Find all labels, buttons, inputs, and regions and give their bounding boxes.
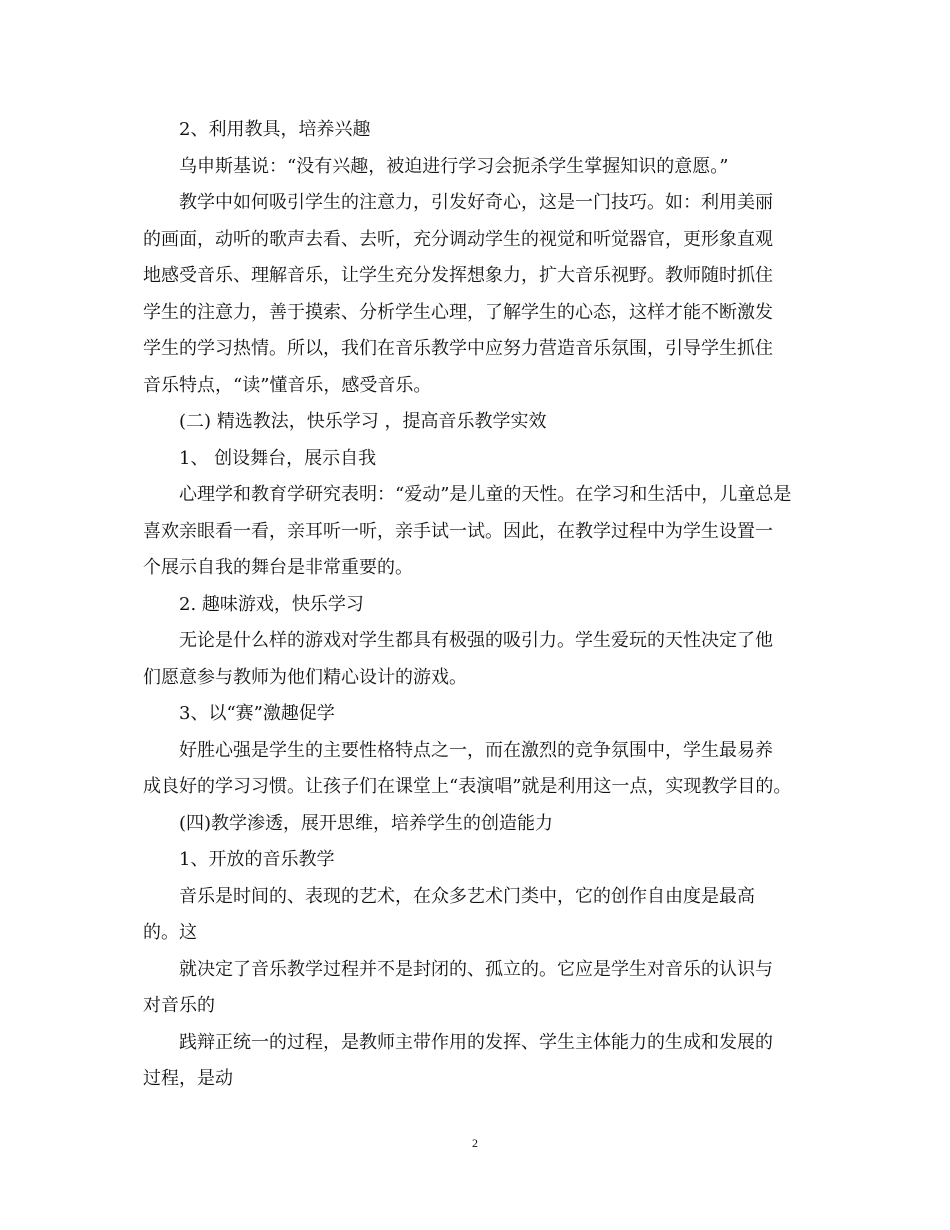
text-line: 地感受音乐、理解音乐，让学生充分发挥想象力，扩大音乐视野。教师随时抓住	[143, 265, 773, 286]
text-line: 的画面，动听的歌声去看、去听，充分调动学生的视觉和听觉器官，更形象直观	[143, 228, 773, 250]
text-line: 们愿意参与教师为他们精心设计的游戏。	[143, 666, 467, 688]
text-line: (二) 精选教法，快乐学习 ，提高音乐教学实效	[179, 411, 547, 432]
text-line: 无论是什么样的游戏对学生都具有极强的吸引力。学生爱玩的天性决定了他	[179, 630, 773, 651]
text-line: 就决定了音乐教学过程并不是封闭的、孤立的。它应是学生对音乐的认识与	[179, 958, 773, 980]
text-line: 音乐特点，“读”懂音乐，感受音乐。	[143, 374, 432, 396]
text-line: 乌申斯基说：“没有兴趣，被迫进行学习会扼杀学生掌握知识的意愿。”	[179, 155, 729, 177]
text-line: 心理学和教育学研究表明：“爱动”是儿童的天性。在学习和生活中，儿童总是	[179, 484, 792, 505]
text-line: 学生的注意力，善于摸索、分析学生心理，了解学生的心态，这样才能不断激发	[143, 301, 773, 323]
text-line: 喜欢亲眼看一看，亲耳听一听，亲手试一试。因此，在教学过程中为学生设置一	[143, 520, 773, 542]
text-line: 践辩正统一的过程，是教师主带作用的发挥、学生主体能力的生成和发展的	[179, 1031, 773, 1053]
text-line: 音乐是时间的、表现的艺术，在众多艺术门类中，它的创作自由度是最高	[179, 885, 755, 907]
text-line: 1、开放的音乐教学	[179, 849, 335, 870]
text-line: 好胜心强是学生的主要性格特点之一，而在激烈的竞争氛围中，学生最易养	[179, 739, 773, 761]
text-line: 成良好的学习习惯。让孩子们在课堂上“表演唱”就是利用这一点，实现教学目的。	[143, 776, 792, 797]
text-line: 学生的学习热情。所以，我们在音乐教学中应努力营造音乐氛围，引导学生抓住	[143, 338, 773, 359]
text-line: 2. 趣味游戏，快乐学习	[179, 593, 364, 615]
text-line: (四)教学渗透，展开思维，培养学生的创造能力	[179, 812, 554, 834]
text-line: 2、利用教具，培养兴趣	[179, 119, 371, 140]
text-line: 对音乐的	[143, 995, 215, 1016]
page-number: 2	[472, 1136, 478, 1150]
text-line: 个展示自我的舞台是非常重要的。	[143, 557, 413, 578]
text-line: 1、 创设舞台，展示自我	[179, 447, 377, 469]
document-body	[143, 112, 823, 1098]
text-line: 教学中如何吸引学生的注意力，引发好奇心，这是一门技巧。如：利用美丽	[179, 192, 773, 213]
text-line: 的。这	[143, 922, 197, 943]
text-line: 过程，是动	[143, 1068, 233, 1089]
text-line: 3、以“赛”激趣促学	[179, 703, 335, 724]
